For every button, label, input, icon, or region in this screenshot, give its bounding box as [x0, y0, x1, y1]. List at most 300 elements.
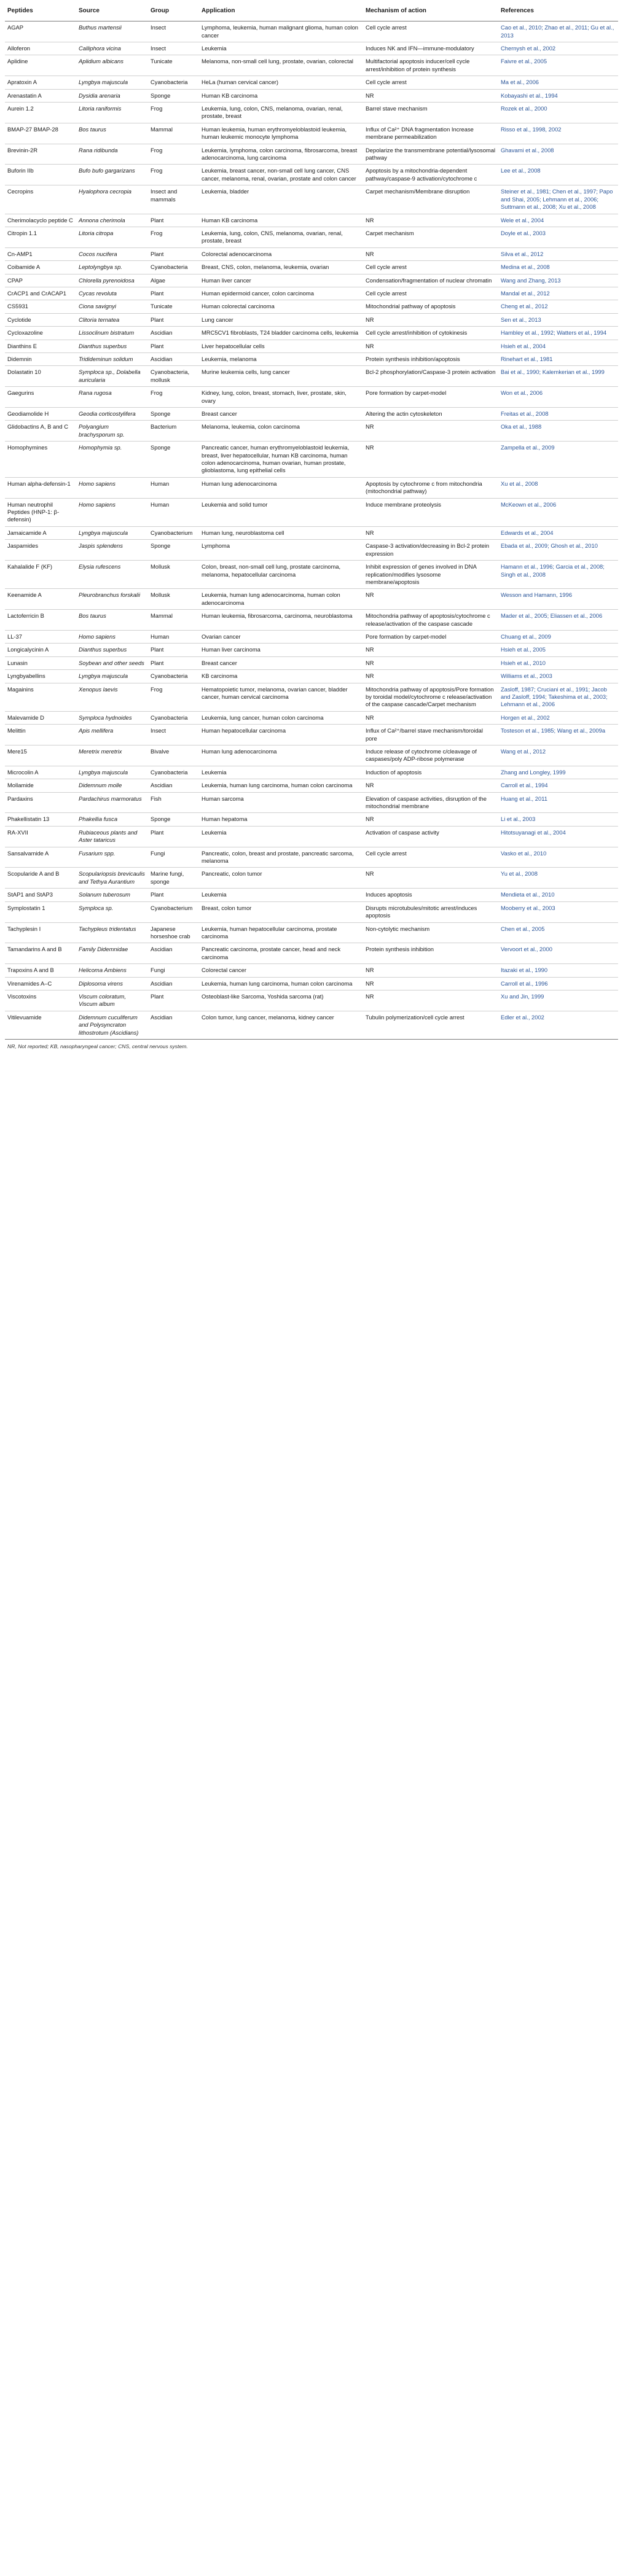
- cell-application: Colon tumor, lung cancer, melanoma, kidney cancer: [199, 1011, 363, 1039]
- table-body: [5, 21, 618, 1040]
- cell-source: Rubiaceous plants and Aster tataricus: [76, 826, 148, 847]
- cell-references: Hsieh et al., 2005: [498, 644, 618, 656]
- cell-group: Insect: [148, 21, 199, 42]
- cell-mechanism: Apoptosis by a mitochondria-dependent pathway/caspase-9 activation/cytochrome c: [363, 165, 498, 185]
- cell-application: Melanoma, non-small cell lung, prostate, ovarian, colorectal: [199, 55, 363, 76]
- table-row: [5, 630, 618, 643]
- table-row: [5, 261, 618, 274]
- cell-group: Sponge: [148, 89, 199, 102]
- cell-peptide: Tamandarins A and B: [5, 943, 76, 964]
- cell-group: Cyanobacterium: [148, 526, 199, 539]
- cell-group: Ascidian: [148, 1011, 199, 1039]
- cell-source: Xenopus laevis: [76, 683, 148, 711]
- cell-peptide: Keenamide A: [5, 589, 76, 610]
- cell-peptide: Kahalalide F (KF): [5, 561, 76, 589]
- cell-mechanism: Tubulin polymerization/cell cycle arrest: [363, 1011, 498, 1039]
- cell-application: Leukemia, lymphoma, colon carcinoma, fibrosarcoma, breast adenocarcinoma, lung carcinoma: [199, 144, 363, 165]
- cell-references: Cao et al., 2010; Zhao et al., 2011; Gu et al., 2013: [498, 21, 618, 42]
- cell-group: Fungi: [148, 847, 199, 868]
- cell-application: Liver hepatocellular cells: [199, 340, 363, 352]
- cell-mechanism: NR: [363, 589, 498, 610]
- cell-group: Fungi: [148, 964, 199, 977]
- table-row: [5, 76, 618, 89]
- table-row: [5, 387, 618, 408]
- cell-application: Leukemia, lung cancer, human colon carcinoma: [199, 711, 363, 724]
- cell-group: Mollusk: [148, 561, 199, 589]
- cell-source: Rana rugosa: [76, 387, 148, 408]
- cell-application: Leukemia, bladder: [199, 185, 363, 214]
- cell-group: Plant: [148, 247, 199, 260]
- cell-source: Viscum coloratum, Viscum album: [76, 990, 148, 1011]
- cell-mechanism: Influx of Ca²⁺/barrel stave mechanism/toroidal pore: [363, 725, 498, 745]
- cell-group: Insect: [148, 42, 199, 55]
- cell-mechanism: NR: [363, 421, 498, 442]
- cell-group: Bacterium: [148, 421, 199, 442]
- cell-peptide: CPAP: [5, 274, 76, 287]
- table-row: [5, 683, 618, 711]
- cell-application: Colorectal cancer: [199, 964, 363, 977]
- cell-source: Pardachirus marmoratus: [76, 792, 148, 813]
- cell-peptide: Vitilevuamide: [5, 1011, 76, 1039]
- cell-source: Apis mellifera: [76, 725, 148, 745]
- cell-application: Kidney, lung, colon, breast, stomach, liver, prostate, skin, ovary: [199, 387, 363, 408]
- cell-peptide: AGAP: [5, 21, 76, 42]
- cell-mechanism: Inhibit expression of genes involved in DNA replication/modifies lysosome membrane/apoptosis: [363, 561, 498, 589]
- cell-peptide: Dolastatin 10: [5, 366, 76, 387]
- cell-application: Leukemia, human hepatocellular carcinoma, prostate carcinoma: [199, 922, 363, 943]
- cell-mechanism: Mitochondrial pathway of apoptosis: [363, 300, 498, 313]
- cell-application: Leukemia, human lung carcinoma, human colon carcinoma: [199, 779, 363, 792]
- cell-group: Human: [148, 498, 199, 526]
- table-row: [5, 274, 618, 287]
- cell-group: Sponge: [148, 813, 199, 826]
- cell-application: Human lung adenocarcinoma: [199, 477, 363, 498]
- cell-references: Mendieta et al., 2010: [498, 889, 618, 901]
- cell-references: Ebada et al., 2009; Ghosh et al., 2010: [498, 540, 618, 561]
- table-row: [5, 922, 618, 943]
- cell-references: Li et al., 2003: [498, 813, 618, 826]
- cell-mechanism: NR: [363, 990, 498, 1011]
- cell-mechanism: Carpet mechanism/Membrane disruption: [363, 185, 498, 214]
- cell-mechanism: NR: [363, 656, 498, 669]
- table-row: [5, 313, 618, 326]
- cell-mechanism: Apoptosis by cytochrome c from mitochondria (mitochondrial pathway): [363, 477, 498, 498]
- cell-source: Tridideminun solidum: [76, 352, 148, 365]
- cell-references: Risso et al., 1998, 2002: [498, 123, 618, 144]
- cell-references: Hamann et al., 1996; Garcia et al., 2008; Singh et al., 2008: [498, 561, 618, 589]
- cell-group: Insect and mammals: [148, 185, 199, 214]
- cell-application: Leukemia, human lung carcinoma, human colon carcinoma: [199, 977, 363, 990]
- table-row: [5, 964, 618, 977]
- cell-source: Tachypleus tridentatus: [76, 922, 148, 943]
- cell-references: Chernysh et al., 2002: [498, 42, 618, 55]
- cell-references: Chen et al., 2005: [498, 922, 618, 943]
- cell-application: Human sarcoma: [199, 792, 363, 813]
- cell-peptide: Microcolin A: [5, 766, 76, 779]
- table-row: [5, 89, 618, 102]
- cell-application: Human hepatocellular carcinoma: [199, 725, 363, 745]
- cell-mechanism: Cell cycle arrest: [363, 287, 498, 300]
- cell-mechanism: Cell cycle arrest: [363, 261, 498, 274]
- cell-application: Pancreatic carcinoma, prostate cancer, head and neck carcinoma: [199, 943, 363, 964]
- cell-source: Aplidium albicans: [76, 55, 148, 76]
- cell-mechanism: Induces apoptosis: [363, 889, 498, 901]
- cell-application: Breast cancer: [199, 656, 363, 669]
- cell-source: Bos taurus: [76, 123, 148, 144]
- cell-group: Cyanobacteria: [148, 76, 199, 89]
- cell-source: Polyangium brachysporum sp.: [76, 421, 148, 442]
- cell-source: Dysidia arenaria: [76, 89, 148, 102]
- cell-source: Homophymia sp.: [76, 442, 148, 478]
- table-row: [5, 656, 618, 669]
- cell-group: Human: [148, 477, 199, 498]
- cell-mechanism: Influx of Ca²⁺ DNA fragmentation Increase membrane permeabilization: [363, 123, 498, 144]
- table-row: [5, 408, 618, 421]
- table-row: [5, 610, 618, 631]
- cell-group: Japanese horseshoe crab: [148, 922, 199, 943]
- cell-references: Cheng et al., 2012: [498, 300, 618, 313]
- cell-source: Litoria raniformis: [76, 103, 148, 123]
- header-group: Group: [148, 1, 199, 21]
- table-row: [5, 847, 618, 868]
- cell-mechanism: Cell cycle arrest/inhibition of cytokinesis: [363, 327, 498, 340]
- cell-mechanism: NR: [363, 214, 498, 227]
- table-row: [5, 214, 618, 227]
- cell-mechanism: Bcl-2 phosphorylation/Caspase-3 protein activation: [363, 366, 498, 387]
- table-row: [5, 711, 618, 724]
- cell-group: Ascidian: [148, 977, 199, 990]
- cell-source: Dianthus superbus: [76, 340, 148, 352]
- cell-group: Plant: [148, 990, 199, 1011]
- table-row: [5, 21, 618, 42]
- cell-application: Breast, CNS, colon, melanoma, leukemia, ovarian: [199, 261, 363, 274]
- cell-mechanism: NR: [363, 964, 498, 977]
- cell-application: Lung cancer: [199, 313, 363, 326]
- cell-references: McKeown et al., 2006: [498, 498, 618, 526]
- cell-application: Human liver carcinoma: [199, 644, 363, 656]
- cell-group: Human: [148, 630, 199, 643]
- cell-group: Ascidian: [148, 779, 199, 792]
- table-row: [5, 227, 618, 247]
- cell-peptide: Scopularide A and B: [5, 868, 76, 889]
- cell-source: Pleurobranchus forskalii: [76, 589, 148, 610]
- cell-references: Ghavami et al., 2008: [498, 144, 618, 165]
- table-row: [5, 670, 618, 683]
- cell-peptide: Brevinin-2R: [5, 144, 76, 165]
- cell-peptide: Pardaxins: [5, 792, 76, 813]
- cell-source: Didemnum cuculiferum and Polysyncraton lithostrotum (Ascidians): [76, 1011, 148, 1039]
- cell-group: Frog: [148, 387, 199, 408]
- cell-source: Bos taurus: [76, 610, 148, 631]
- table-row: [5, 766, 618, 779]
- table-row: [5, 340, 618, 352]
- cell-peptide: Cyclotide: [5, 313, 76, 326]
- header-peptides: Peptides: [5, 1, 76, 21]
- cell-application: Leukemia, breast cancer, non-small cell lung cancer, CNS cancer, melanoma, renal, ovarian, prostate and colon cancer: [199, 165, 363, 185]
- cell-application: Leukemia: [199, 766, 363, 779]
- cell-source: Lyngbya majuscula: [76, 766, 148, 779]
- cell-mechanism: Carpet mechanism: [363, 227, 498, 247]
- cell-references: Sen et al., 2013: [498, 313, 618, 326]
- cell-application: Lymphoma: [199, 540, 363, 561]
- cell-references: Won et al., 2006: [498, 387, 618, 408]
- cell-group: Frog: [148, 144, 199, 165]
- cell-references: Zhang and Longley, 1999: [498, 766, 618, 779]
- cell-source: Didemnum molle: [76, 779, 148, 792]
- cell-source: Annona cherimola: [76, 214, 148, 227]
- cell-mechanism: NR: [363, 868, 498, 889]
- cell-peptide: Melittin: [5, 725, 76, 745]
- cell-references: Carroll et al., 1996: [498, 977, 618, 990]
- cell-mechanism: NR: [363, 247, 498, 260]
- cell-group: Ascidian: [148, 943, 199, 964]
- cell-group: Sponge: [148, 540, 199, 561]
- cell-references: Lee et al., 2008: [498, 165, 618, 185]
- table-row: [5, 144, 618, 165]
- cell-mechanism: Condensation/fragmentation of nuclear chromatin: [363, 274, 498, 287]
- cell-mechanism: NR: [363, 340, 498, 352]
- cell-group: Plant: [148, 644, 199, 656]
- cell-group: Fish: [148, 792, 199, 813]
- cell-source: Lyngbya majuscula: [76, 526, 148, 539]
- cell-group: Frog: [148, 103, 199, 123]
- cell-peptide: Mollamide: [5, 779, 76, 792]
- cell-group: Cyanobacteria, mollusk: [148, 366, 199, 387]
- cell-peptide: LL-37: [5, 630, 76, 643]
- cell-application: Pancreatic, colon tumor: [199, 868, 363, 889]
- cell-peptide: Buforin IIb: [5, 165, 76, 185]
- cell-mechanism: NR: [363, 313, 498, 326]
- cell-source: Scopulariopsis brevicaulis and Tethya Aurantium: [76, 868, 148, 889]
- table-row: [5, 247, 618, 260]
- table-row: [5, 421, 618, 442]
- cell-peptide: Dianthins E: [5, 340, 76, 352]
- cell-application: Lymphoma, leukemia, human malignant glioma, human colon cancer: [199, 21, 363, 42]
- cell-peptide: Alloferon: [5, 42, 76, 55]
- cell-mechanism: Barrel stave mechanism: [363, 103, 498, 123]
- cell-peptide: Lunasin: [5, 656, 76, 669]
- table-row: [5, 498, 618, 526]
- cell-mechanism: Mitochondria pathway of apoptosis/Pore formation by toroidal model/cytochrome c release/activation of the caspase cascade/Carpet mechanism: [363, 683, 498, 711]
- cell-application: Ovarian cancer: [199, 630, 363, 643]
- peptides-table: [5, 1, 618, 1040]
- cell-peptide: RA-XVII: [5, 826, 76, 847]
- table-row: [5, 540, 618, 561]
- cell-peptide: Apratoxin A: [5, 76, 76, 89]
- header-application: Application: [199, 1, 363, 21]
- cell-peptide: Longicalycinin A: [5, 644, 76, 656]
- cell-references: Silva et al., 2012: [498, 247, 618, 260]
- cell-peptide: Viscotoxins: [5, 990, 76, 1011]
- header-source: Source: [76, 1, 148, 21]
- cell-peptide: Cn-AMP1: [5, 247, 76, 260]
- cell-application: Human lung, neuroblastoma cell: [199, 526, 363, 539]
- cell-references: Wele et al., 2004: [498, 214, 618, 227]
- cell-application: Osteoblast-like Sarcoma, Yoshida sarcoma (rat): [199, 990, 363, 1011]
- cell-group: Mollusk: [148, 589, 199, 610]
- cell-references: Vervoort et al., 2000: [498, 943, 618, 964]
- cell-source: Symploca hydnoides: [76, 711, 148, 724]
- cell-peptide: Citropin 1.1: [5, 227, 76, 247]
- cell-references: Edwards et al., 2004: [498, 526, 618, 539]
- cell-references: Xu et al., 2008: [498, 477, 618, 498]
- table-row: [5, 901, 618, 922]
- cell-group: Frog: [148, 683, 199, 711]
- table-row: [5, 1011, 618, 1039]
- cell-group: Plant: [148, 287, 199, 300]
- cell-source: Dianthus superbus: [76, 644, 148, 656]
- cell-application: Leukemia: [199, 42, 363, 55]
- table-row: [5, 185, 618, 214]
- cell-application: KB carcinoma: [199, 670, 363, 683]
- cell-peptide: CS5931: [5, 300, 76, 313]
- cell-source: Leptolyngbya sp.: [76, 261, 148, 274]
- cell-mechanism: NR: [363, 779, 498, 792]
- cell-mechanism: Depolarize the transmembrane potential/lysosomal pathway: [363, 144, 498, 165]
- cell-group: Marine fungi, sponge: [148, 868, 199, 889]
- cell-references: Tosteson et al., 1985; Wang et al., 2009a: [498, 725, 618, 745]
- cell-group: Mammal: [148, 610, 199, 631]
- table-row: [5, 889, 618, 901]
- cell-source: Meretrix meretrix: [76, 745, 148, 766]
- cell-references: Wesson and Hamann, 1996: [498, 589, 618, 610]
- cell-references: Rozek et al., 2000: [498, 103, 618, 123]
- cell-group: Cyanobacteria: [148, 766, 199, 779]
- cell-references: Oka et al., 1988: [498, 421, 618, 442]
- header-mechanism: Mechanism of action: [363, 1, 498, 21]
- cell-group: Mammal: [148, 123, 199, 144]
- cell-references: Kobayashi et al., 1994: [498, 89, 618, 102]
- cell-group: Insect: [148, 725, 199, 745]
- cell-group: Plant: [148, 313, 199, 326]
- cell-peptide: Symplostatin 1: [5, 901, 76, 922]
- cell-group: Plant: [148, 889, 199, 901]
- cell-peptide: Aplidine: [5, 55, 76, 76]
- cell-mechanism: Protein synthesis inhibition: [363, 943, 498, 964]
- cell-mechanism: Cell cycle arrest: [363, 76, 498, 89]
- cell-references: Mooberry et al., 2003: [498, 901, 618, 922]
- cell-application: Melanoma, leukemia, colon carcinoma: [199, 421, 363, 442]
- cell-group: Sponge: [148, 408, 199, 421]
- cell-source: Lyngbya majuscula: [76, 76, 148, 89]
- cell-source: Symploca sp.: [76, 901, 148, 922]
- cell-group: Ascidian: [148, 327, 199, 340]
- cell-peptide: Tachyplesin I: [5, 922, 76, 943]
- cell-source: Lissoclinum bistratum: [76, 327, 148, 340]
- cell-references: Hsieh et al., 2010: [498, 656, 618, 669]
- cell-references: Zasloff, 1987; Cruciani et al., 1991; Jacob and Zasloff, 1994; Takeshima et al., 2003; Lehmann et al., 2006: [498, 683, 618, 711]
- cell-peptide: Geodiamolide H: [5, 408, 76, 421]
- table-row: [5, 352, 618, 365]
- cell-references: Freitas et al., 2008: [498, 408, 618, 421]
- table-row: [5, 779, 618, 792]
- table-row: [5, 442, 618, 478]
- cell-application: Leukemia, lung, colon, CNS, melanoma, ovarian, renal, prostate, breast: [199, 103, 363, 123]
- cell-mechanism: Caspase-3 activation/decreasing in Bcl-2 protein expression: [363, 540, 498, 561]
- cell-peptide: Gaegurins: [5, 387, 76, 408]
- cell-source: Litoria citropa: [76, 227, 148, 247]
- table-row: [5, 868, 618, 889]
- cell-source: Solanum tuberosum: [76, 889, 148, 901]
- cell-source: Symploca sp., Dolabella auricularia: [76, 366, 148, 387]
- cell-references: Horgen et al., 2002: [498, 711, 618, 724]
- cell-group: Plant: [148, 656, 199, 669]
- cell-references: Rinehart et al., 1981: [498, 352, 618, 365]
- cell-mechanism: Pore formation by carpet-model: [363, 387, 498, 408]
- cell-group: Cyanobacteria: [148, 670, 199, 683]
- table-row: [5, 477, 618, 498]
- cell-mechanism: Disrupts microtubules/mitotic arrest/induces apoptosis: [363, 901, 498, 922]
- cell-group: Plant: [148, 214, 199, 227]
- table-row: [5, 55, 618, 76]
- cell-application: Colorectal adenocarcinoma: [199, 247, 363, 260]
- table-row: [5, 327, 618, 340]
- cell-references: Medina et al., 2008: [498, 261, 618, 274]
- table-row: [5, 300, 618, 313]
- cell-mechanism: Induces NK and IFN—immune-modulatory: [363, 42, 498, 55]
- cell-source: Family Didemnidae: [76, 943, 148, 964]
- cell-group: Frog: [148, 165, 199, 185]
- cell-references: Xu and Jin, 1999: [498, 990, 618, 1011]
- cell-group: Cyanobacteria: [148, 261, 199, 274]
- cell-references: Wang and Zhang, 2013: [498, 274, 618, 287]
- table-footnote: NR, Not reported; KB, nasopharyngeal cancer; CNS, central nervous system.: [5, 1039, 618, 1053]
- cell-peptide: Human neutrophil Peptides (HNP-1: β-defensin): [5, 498, 76, 526]
- cell-mechanism: NR: [363, 977, 498, 990]
- cell-mechanism: Cell cycle arrest: [363, 847, 498, 868]
- cell-peptide: Aurein 1.2: [5, 103, 76, 123]
- table-row: [5, 526, 618, 539]
- cell-peptide: Mere15: [5, 745, 76, 766]
- cell-application: Murine leukemia cells, lung cancer: [199, 366, 363, 387]
- cell-group: Plant: [148, 826, 199, 847]
- cell-peptide: Trapoxins A and B: [5, 964, 76, 977]
- cell-peptide: Cecropins: [5, 185, 76, 214]
- cell-group: Frog: [148, 227, 199, 247]
- cell-group: Ascidian: [148, 352, 199, 365]
- cell-group: Cyanobacterium: [148, 901, 199, 922]
- cell-application: Human leukemia, human erythromyeloblastoid leukemia, human leukemic monocyte lymphoma: [199, 123, 363, 144]
- cell-application: Human liver cancer: [199, 274, 363, 287]
- cell-source: Phakellia fusca: [76, 813, 148, 826]
- cell-references: Carroll et al., 1994: [498, 779, 618, 792]
- cell-peptide: Magainins: [5, 683, 76, 711]
- cell-peptide: Phakellistatin 13: [5, 813, 76, 826]
- cell-references: Zampella et al., 2009: [498, 442, 618, 478]
- cell-group: Cyanobacteria: [148, 711, 199, 724]
- table-row: [5, 745, 618, 766]
- cell-source: Rana ridibunda: [76, 144, 148, 165]
- cell-mechanism: Mitochondria pathway of apoptosis/cytochrome c release/activation of the caspase cascade: [363, 610, 498, 631]
- cell-source: Soybean and other seeds: [76, 656, 148, 669]
- table-row: [5, 165, 618, 185]
- table-row: [5, 42, 618, 55]
- table-row: [5, 123, 618, 144]
- cell-references: Hitotsuyanagi et al., 2004: [498, 826, 618, 847]
- cell-group: Plant: [148, 340, 199, 352]
- cell-references: Vasko et al., 2010: [498, 847, 618, 868]
- cell-peptide: Lyngbyabellins: [5, 670, 76, 683]
- cell-references: Hambley et al., 1992; Watters et al., 1994: [498, 327, 618, 340]
- cell-peptide: Homophymines: [5, 442, 76, 478]
- cell-mechanism: Cell cycle arrest: [363, 21, 498, 42]
- cell-mechanism: NR: [363, 526, 498, 539]
- cell-peptide: Jamaicamide A: [5, 526, 76, 539]
- cell-references: Hsieh et al., 2004: [498, 340, 618, 352]
- cell-source: Calliphora vicina: [76, 42, 148, 55]
- cell-source: Homo sapiens: [76, 498, 148, 526]
- cell-source: Ciona savignyi: [76, 300, 148, 313]
